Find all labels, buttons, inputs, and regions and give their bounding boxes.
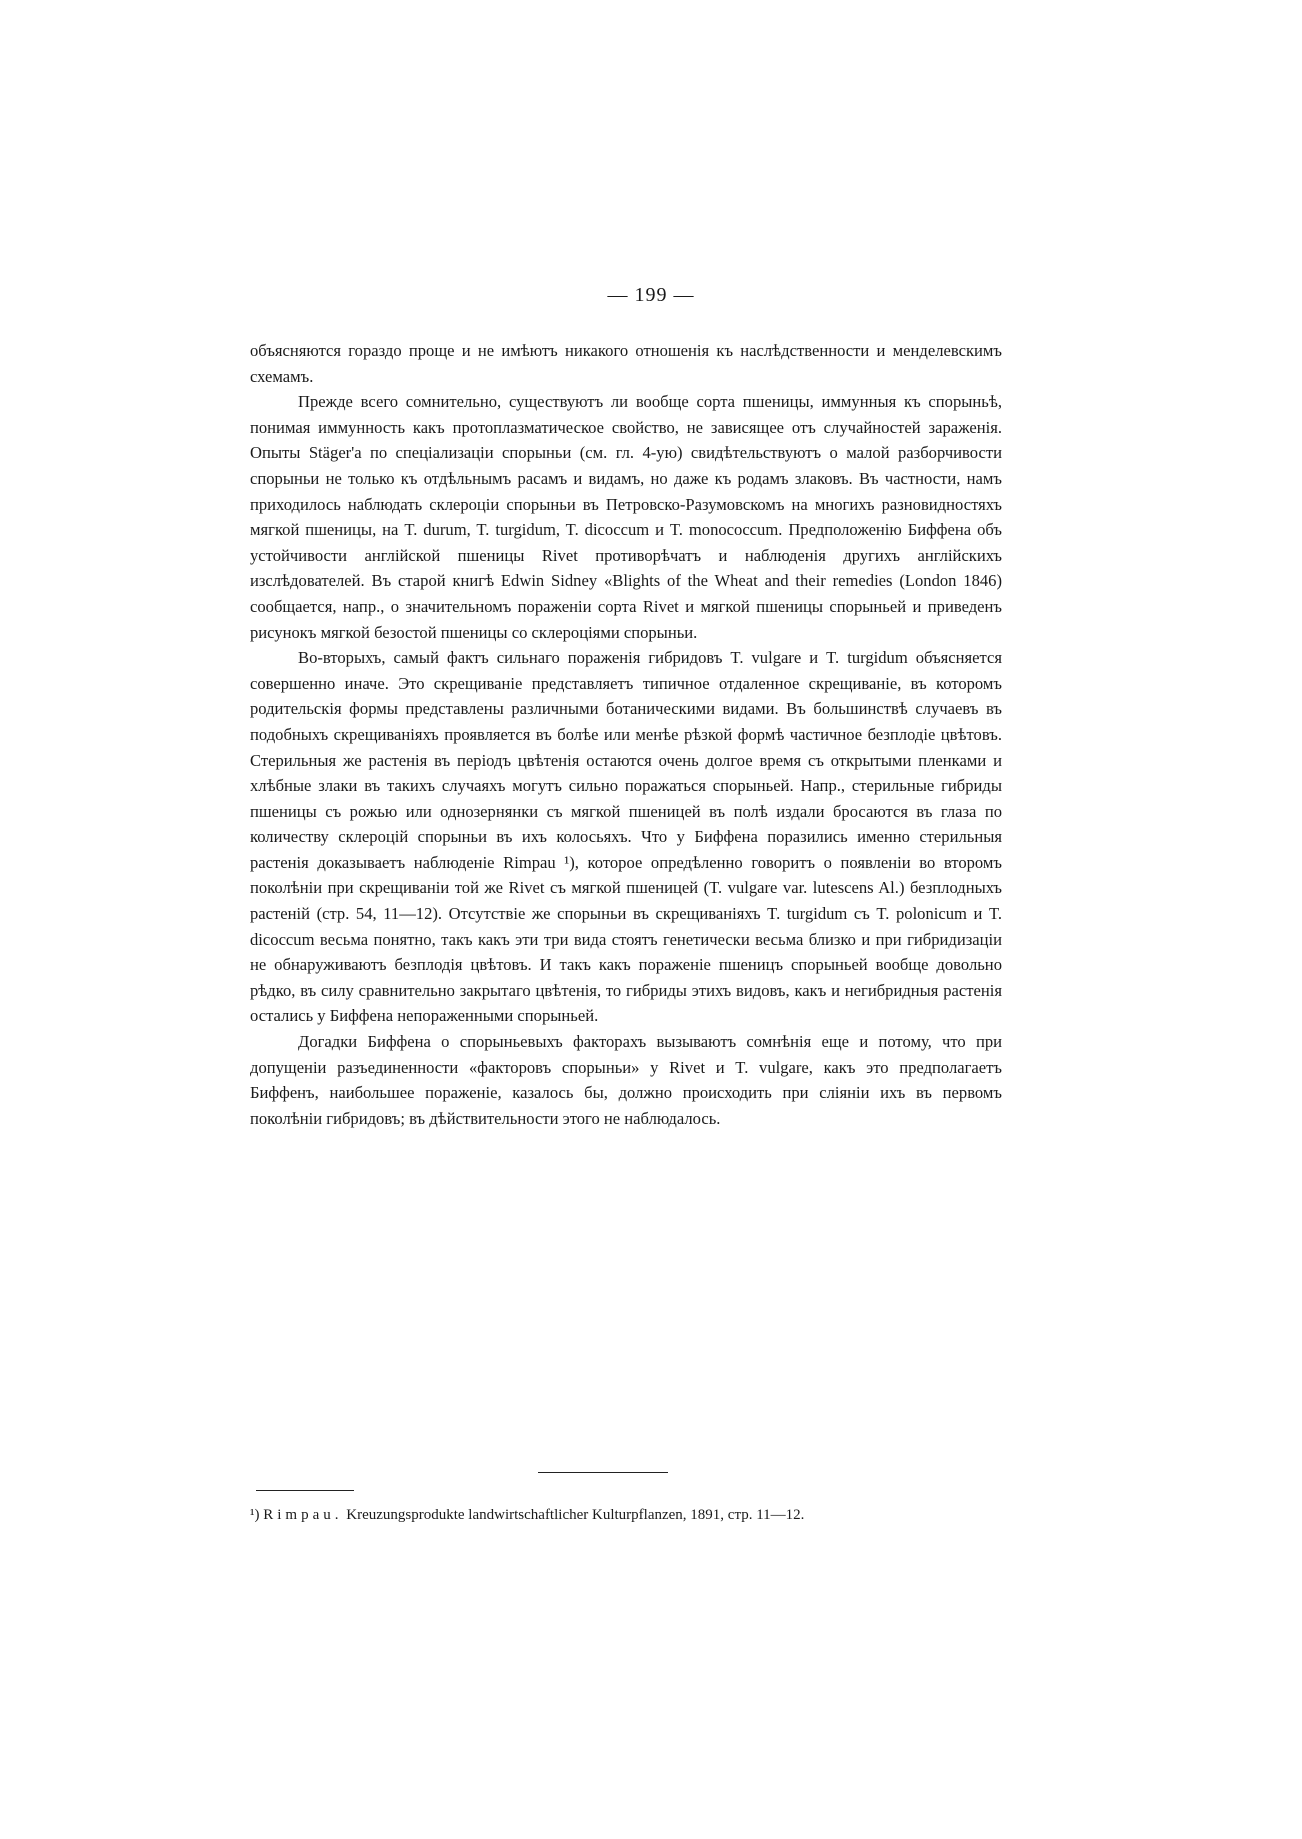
page-number: — 199 — <box>607 284 695 306</box>
paragraph: Во-вторыхъ, самый фактъ сильнаго пораженія гибридовъ T. vulgare и T. turgidum объясняется совершенно иначе. Это скрещиваніе представляетъ типичное отдаленное скрещиваніе, въ которомъ родительскія формы представлены различными ботаническими видами. Въ большинствѣ случаевъ въ подобныхъ скрещиваніяхъ проявляется въ болѣе или менѣе рѣзкой формѣ частичное безплодіе цвѣтовъ. Стерильныя же растенія въ періодъ цвѣтенія остаются очень долгое время съ открытыми пленками и хлѣбные злаки въ такихъ случаяхъ могутъ сильно поражаться спорыньей. Напр., стерильные гибриды пшеницы съ рожью или однозернянки съ мягкой пшеницей въ полѣ издали бросаются въ глаза по количеству склероцій спорыньи въ ихъ колосьяхъ. Что у Биффена поразились именно стерильныя растенія доказываетъ наблюденіе Rimpau ¹), которое опредѣленно говоритъ о появленіи во второмъ поколѣніи при скрещиваніи той же Rivet съ мягкой пшеницей (T. vulgare var. lutescens Al.) безплодныхъ растеній (стр. 54, 11—12). Отсутствіе же спорыньи въ скрещиваніяхъ T. turgidum съ T. polonicum и T. dicoccum весьма понятно, такъ какъ эти три вида стоятъ генетически весьма близко и при гибридизаціи не обнаруживаютъ безплодія цвѣтовъ. И такъ какъ пораженіе пшеницъ спорыньей вообще довольно рѣдко, въ силу сравнительно закрытаго цвѣтенія, то гибриды этихъ видовъ, какъ и негибридныя растенія остались у Биффена непораженными спорыньей. <box>250 648 1002 1026</box>
footnote-text: Kreuzungsprodukte landwirtschaftlicher Kulturpflanzen, 1891, стр. 11—12. <box>346 1507 805 1523</box>
footnote <box>250 1505 1002 1526</box>
footnote-divider <box>256 1490 354 1491</box>
paragraph: Прежде всего сомнительно, существуютъ ли вообще сорта пшеницы, иммунныя къ спорыньѣ, понимая иммунность какъ протоплазматическое свойство, не зависящее отъ случайностей зараженія. Опыты Stäger'а по спеціализаціи спорыньи (см. гл. 4-ую) свидѣтельствуютъ о малой разборчивости спорыньи не только къ отдѣльнымъ расамъ и видамъ, но даже къ родамъ злаковъ. Въ частности, намъ приходилось наблюдать склероціи спорыньи въ Петровско-Разумовскомъ на многихъ разновидностяхъ мягкой пшеницы, на T. durum, T. turgidum, T. dicoccum и T. monococcum. Предположенію Биффена объ устойчивости англійской пшеницы Rivet противорѣчатъ и наблюденія другихъ англійскихъ изслѣдователей. Въ старой книгѣ Edwin Sidney «Blights of the Wheat and their remedies (London 1846) сообщается, напр., о значительномъ пораженіи сорта Rivet и мягкой пшеницы спорыньей и приведенъ рисунокъ мягкой безостой пшеницы со склероціями спорыньи. <box>250 392 1002 642</box>
body-text <box>250 338 1002 1131</box>
paragraph: Догадки Биффена о спорыньевыхъ факторахъ вызываютъ сомнѣнія еще и потому, что при допущеніи разъединенности «факторовъ спорыньи» у Rivet и T. vulgare, какъ это предполагаетъ Биффенъ, наибольшее пораженіе, казалось бы, должно происходить при сліяніи ихъ въ первомъ поколѣніи гибридовъ; въ дѣйствительности этого не наблюдалось. <box>250 1032 1002 1128</box>
footnote-author: Rimpau. <box>263 1507 343 1523</box>
text-end-divider <box>538 1472 668 1473</box>
paragraph-continuation: объясняются гораздо проще и не имѣютъ никакого отношенія къ наслѣдственности и менделевскимъ схемамъ. <box>250 341 1002 386</box>
footnote-marker: ¹) <box>250 1507 260 1523</box>
